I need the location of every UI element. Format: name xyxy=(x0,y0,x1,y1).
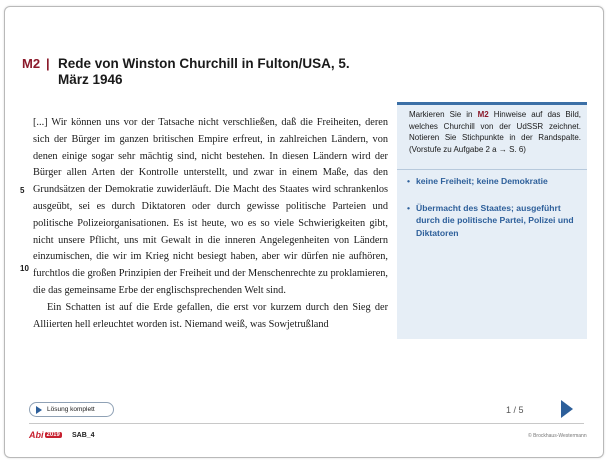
footer-divider xyxy=(29,423,584,424)
chevron-right-icon xyxy=(561,400,573,418)
publisher-logo xyxy=(29,430,62,440)
instruction-text-pre: Markieren Sie in xyxy=(409,110,478,119)
copyright-notice: © Brockhaus-Westermann xyxy=(528,433,587,439)
solution-button-label: Lösung komplett xyxy=(47,406,95,413)
page-title: Rede von Winston Churchill in Fulton/USA, 5. März 1946 xyxy=(58,56,350,87)
margin-panel xyxy=(397,102,587,339)
panel-divider xyxy=(397,169,587,170)
source-text xyxy=(33,115,388,333)
page-indicator: 1 / 5 xyxy=(506,405,524,415)
line-number-10: 10 xyxy=(20,264,29,273)
play-icon xyxy=(36,406,42,414)
task-instruction xyxy=(409,109,581,155)
logo-text: Abi xyxy=(29,430,44,440)
material-separator: | xyxy=(46,56,50,71)
instruction-material-ref: M2 xyxy=(477,110,489,119)
source-paragraph-1: [...] Wir können uns vor der Tatsache nicht verschließen, daß die Freiheiten, deren sich der Bürger im ganzen britischen Empire erfreut, in zahlreichen Ländern, von denen einige sogar sehr mächtig sind, nicht bestehen. In diesen Ländern wird der Bürger allen Arten der Kontrolle unterstellt, und zwar in einem Maße, das den Grundsätzen der Demokratie zuwiderläuft. Die Macht des Staates wird schrankenlos ausgeübt, sei es durch Diktatoren oder durch gewisse politische Parteien und politische Polizeiorganisationen. Es ist heute, wo es so viele Schwierigkeiten gibt, nicht unsere Pflicht, uns mit Gewalt in die inneren Angelegenheiten von Ländern einzumischen, die wir im Krieg nicht besiegt haben, aber wir dürfen nie aufhören, furchtlos die großen Prinzipien der Freiheit und der Menschenrechte zu proklamieren, die das gemeinsame Erbe der englischsprechenden Welt sind. xyxy=(33,117,388,296)
note-item: • keine Freiheit; keine Demokratie xyxy=(407,175,582,188)
source-paragraph-2: Ein Schatten ist auf die Erde gefallen, die erst vor kurzem durch den Sieg der Alliierten hell erleuchtet worden ist. Niemand weiß, was Sowjetrußland xyxy=(33,301,388,330)
solution-button[interactable] xyxy=(29,402,114,417)
logo-badge: 2019 xyxy=(46,432,60,438)
material-label: M2 xyxy=(22,56,41,71)
material-code: SAB_4 xyxy=(72,432,95,439)
instruction-text-post: Hinweise auf das Bild, welches Churchill von der UdSSR zeichnet. Notieren Sie Stichpunkte in der Randspalte. (Vorstufe zu Aufgabe 2 a → S. 6) xyxy=(409,110,581,154)
notes-list xyxy=(407,175,582,253)
line-number-5: 5 xyxy=(20,186,25,195)
next-page-button[interactable] xyxy=(560,400,574,418)
note-item: • Übermacht des Staates; ausgeführt durch die politische Partei, Polizei und Diktatoren xyxy=(407,202,582,240)
